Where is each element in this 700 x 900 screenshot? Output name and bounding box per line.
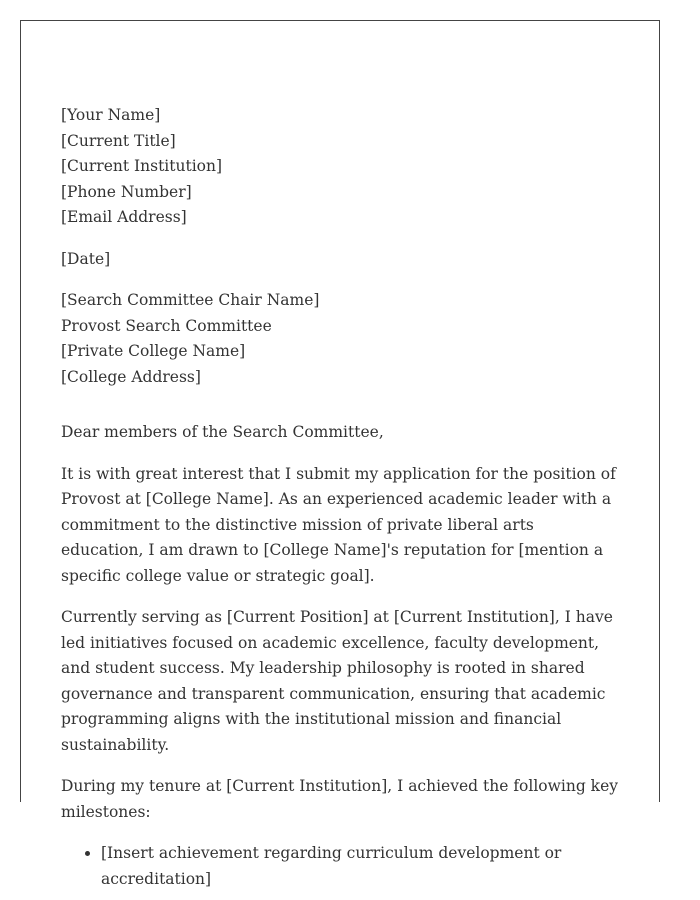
sender-email: [Email Address] [61, 208, 187, 226]
sender-block [61, 103, 619, 231]
sender-title: [Current Title] [61, 131, 176, 150]
date-text: [Date] [61, 249, 111, 268]
body-paragraph-2: Currently serving as [Current Position] at [Current Institution], I have led initiatives focused on academic excellence, faculty development, and student success. My leadership philosophy is rooted in shared governance and transparent communication, ensuring that academic programming aligns with the institutional mission and financial sustainability. [61, 608, 613, 754]
sender-name: [Your Name] [61, 106, 161, 124]
body-paragraph-3: During my tenure at [Current Institution], I achieved the following key milestones: [61, 777, 619, 821]
sender-institution: [Current Institution] [61, 157, 223, 175]
recipient-committee: Provost Search Committee [61, 316, 272, 335]
sender-phone: [Phone Number] [61, 182, 192, 201]
recipient-chair: [Search Committee Chair Name] [61, 291, 320, 309]
achievement-item: • [Insert achievement regarding curriculum development or accreditation] [101, 841, 619, 892]
achievements-list [61, 841, 619, 892]
recipient-college: [Private College Name] [61, 342, 246, 360]
letter-date [61, 247, 619, 273]
salutation: Dear members of the Search Committee, [61, 423, 384, 441]
recipient-block [61, 288, 619, 390]
body-paragraph-1: It is with great interest that I submit my application for the position of Provost at [College Name]. As an experienced academic leader with a commitment to the distinctive mission of private liberal arts education, I am drawn to [College Name]'s reputation for [mention a specific college value or strategic goal]. [61, 464, 616, 585]
recipient-address: [College Address] [61, 367, 201, 386]
letter-content [61, 103, 619, 892]
letter-page [20, 20, 660, 888]
